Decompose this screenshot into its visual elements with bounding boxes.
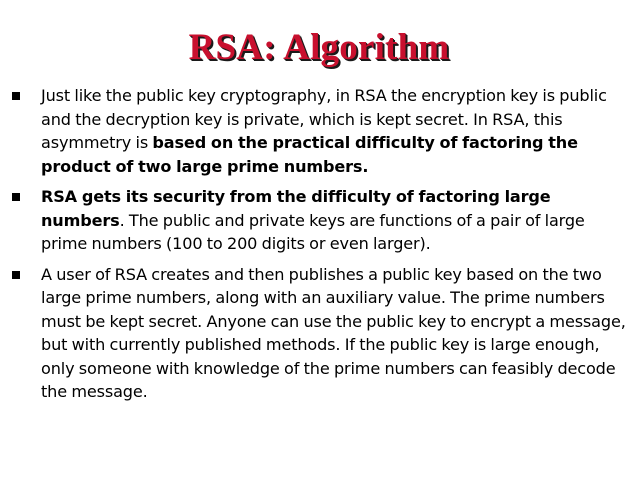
bullet-text-regular: Just like the public key cryptography, in RSA the encryption key is public and the decryption key is private, which is kept secret. In RSA, this asymmetry is [41,86,607,152]
bullet-text-regular: A user of RSA creates and then publishes a public key based on the two large prime numbers, along with an auxiliary value. The prime numbers must be kept secret. Anyone can use the public key to encrypt a message, but with currently published methods. If the public key is large enough, only someone with knowledge of the prime numbers can feasibly decode the message. [41,264,626,401]
bullet-item [12,263,630,404]
bullet-text-bold: based on the practical difficulty of factoring the product of two large prime numbers. [41,133,578,176]
bullet-text [41,263,630,404]
bullet-text-bold: RSA gets its security from the difficulty of factoring large numbers [41,187,551,230]
square-bullet-icon [12,193,20,201]
bullet-text [41,84,630,178]
bullet-item [12,185,630,256]
bullet-item [12,84,630,178]
bullet-text-regular-tail: . The public and private keys are functions of a pair of large prime numbers (100 to 200 digits or even larger). [41,210,585,253]
slide-title: RSA: Algorithm [188,27,450,68]
bullet-list [12,84,630,411]
square-bullet-icon [12,271,20,279]
bullet-text [41,185,630,256]
square-bullet-icon [12,92,20,100]
